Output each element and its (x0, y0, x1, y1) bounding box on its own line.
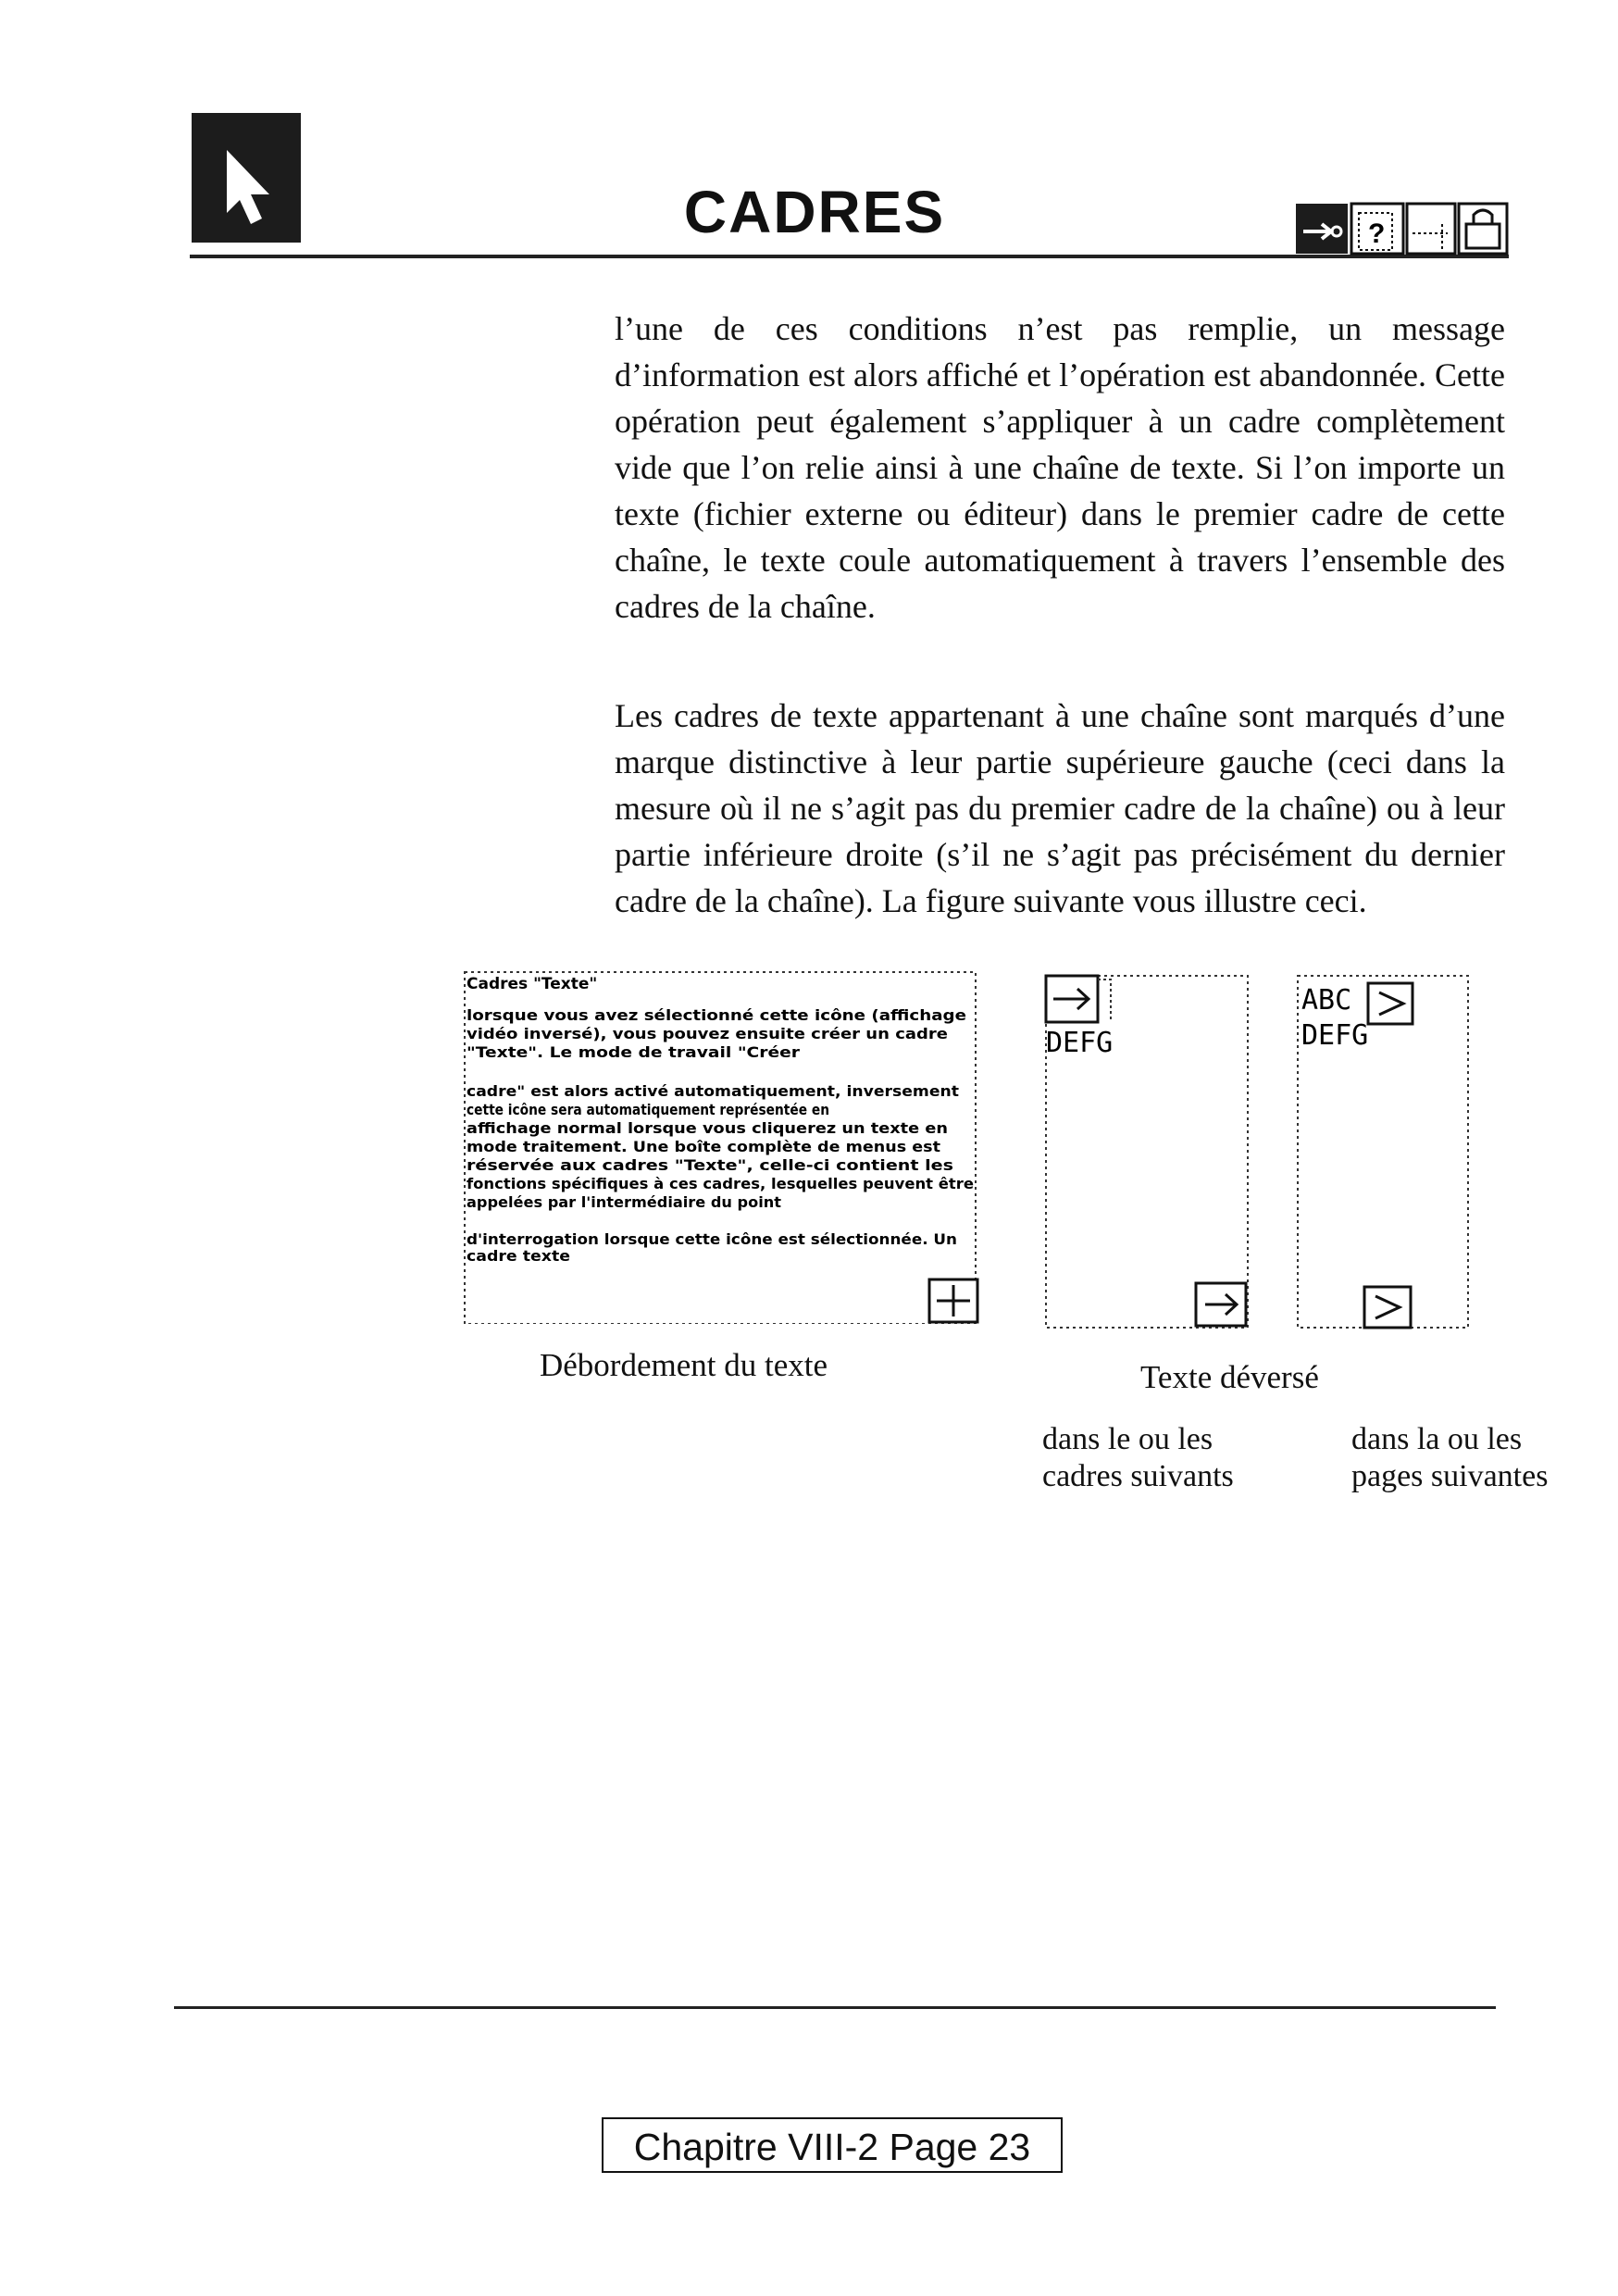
figure-caption: Débordement du texte (540, 1347, 828, 1383)
help-icon (1351, 204, 1403, 254)
svg-text:?: ? (1368, 218, 1386, 249)
page-title: CADRES (683, 179, 946, 245)
page-chain-in-marker-icon (1368, 983, 1413, 1024)
chain-out-marker-icon (1196, 1283, 1246, 1326)
arrow-pointer-icon (192, 113, 301, 243)
frame-text-line: appelées par l'intermédiaire du point (467, 1193, 782, 1211)
page-chain-out-marker-icon (1364, 1287, 1411, 1328)
page-frame-icon (1407, 204, 1455, 254)
overflow-marker-icon (929, 1279, 977, 1322)
footer-divider (174, 2006, 1496, 2009)
frame-text-line: réservée aux cadres "Texte", celle-ci contient les (467, 1156, 953, 1174)
frame-text-line: "Texte". Le mode de travail "Créer (467, 1043, 801, 1061)
overflow-text-frame (461, 967, 979, 1324)
figure-subcaption: dans la ou les pages suivantes (1351, 1422, 1549, 1493)
linked-frame-diagram (1040, 970, 1253, 1333)
page-number-label: Chapitre VIII-2 Page 23 (602, 2117, 1063, 2173)
frame-text-line: mode traitement. Une boîte complète de menus est (467, 1138, 941, 1155)
frame-sample-text: DEFG (1046, 1027, 1114, 1059)
frame-text-line: lorsque vous avez sélectionné cette icône (affichage (467, 1006, 967, 1024)
linked-page-diagram (1294, 970, 1474, 1333)
frame-text-line: cadre" est alors activé automatiquement, inversement (467, 1082, 960, 1100)
tool-icon-bar (1294, 196, 1509, 256)
frame-text-line: d'interrogation lorsque cette icône est sélectionnée. Un (467, 1230, 957, 1248)
frame-text-line: cadre texte (467, 1247, 571, 1265)
page-sample-text: DEFG (1301, 1019, 1369, 1052)
chain-in-marker-icon (1046, 976, 1098, 1022)
body-paragraph: l’une de ces conditions n’est pas remplie, un message d’information est alors affiché et l’opération est abandonnée. Cette opération peut également s’appliquer à un cadre complètement vide que l’on relie ainsi à une chaîne de texte. Si l’on importe un texte (fichier externe ou éditeur) dans le premier cadre de cette chaîne, le texte coule automatiquement à travers l’ensemble des cadres de la chaîne. (615, 310, 1505, 625)
frame-heading: Cadres "Texte" (467, 975, 598, 993)
figure-subcaption: dans le ou les cadres suivants (1042, 1422, 1234, 1493)
figure-caption: Texte déversé (1140, 1359, 1319, 1395)
frame-text-line: fonctions spécifiques à ces cadres, lesquelles peuvent être (467, 1175, 975, 1192)
frame-text-line: cette icône sera automatiquement représentée en (467, 1101, 829, 1118)
frame-text-line: vidéo inversé), vous pouvez ensuite créer un cadre (467, 1025, 949, 1042)
frame-text-line: affichage normal lorsque vous cliquerez un texte en (467, 1119, 948, 1137)
connector-icon (1296, 204, 1348, 254)
page-sample-text: ABC (1301, 984, 1352, 1017)
logo (192, 113, 301, 243)
locked-page-icon (1459, 204, 1507, 254)
body-paragraph: Les cadres de texte appartenant à une chaîne sont marqués d’une marque distinctive à leur partie supérieure gauche (ceci dans la mesure où il ne s’agit pas du premier cadre de la chaîne) ou à leur partie inférieure droite (s’il ne s’agit pas précisément du dernier cadre de la chaîne). La figure suivante vous illustre ceci. (615, 697, 1505, 919)
